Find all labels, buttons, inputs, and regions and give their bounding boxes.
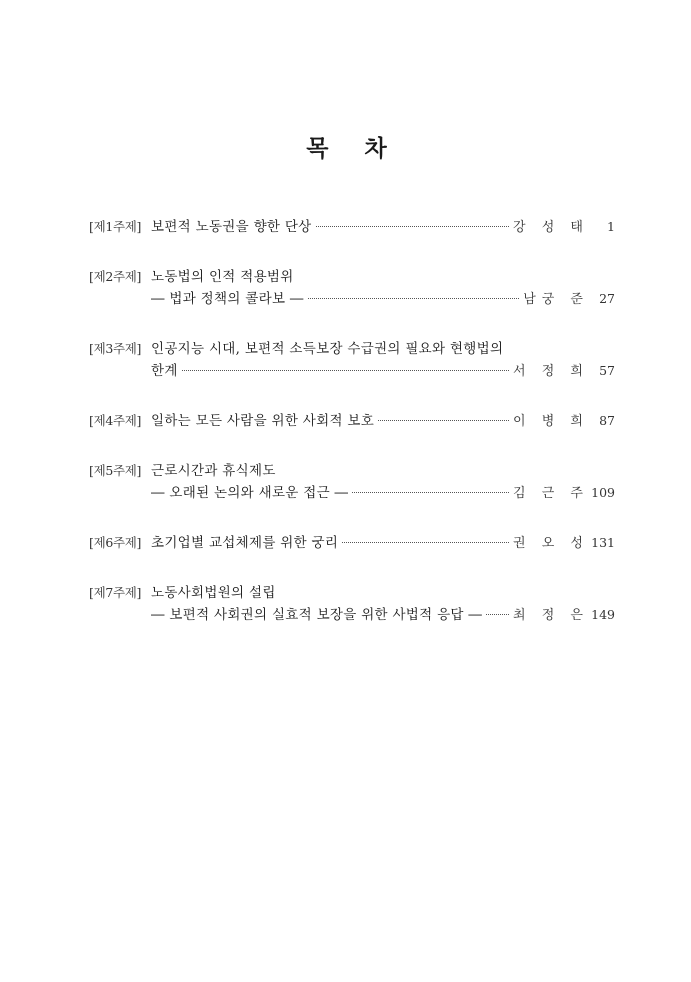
page-number: 109 (591, 485, 615, 500)
page-title: 목 차 (306, 135, 401, 162)
page-number: 149 (591, 607, 615, 622)
chapter-title: 초기업별 교섭체제를 위한 궁리 (151, 535, 339, 551)
toc-entry-6[interactable] (89, 532, 615, 554)
chapter-subtitle: ― 법과 정책의 콜라보 ― (151, 291, 304, 307)
topic-label: [제5주제] (89, 463, 142, 478)
author-name: 이 병 희 (513, 414, 589, 429)
toc-entry-2[interactable] (89, 266, 615, 310)
toc-line (89, 532, 615, 554)
author-name: 김 근 주 (513, 486, 589, 501)
dot-leader (352, 491, 509, 493)
toc-entry-4[interactable] (89, 410, 615, 432)
toc-line (89, 266, 615, 288)
chapter-subtitle: ― 보편적 사회권의 실효적 보장을 위한 사법적 응답 ― (151, 607, 483, 623)
toc-line (89, 360, 615, 382)
author-name: 권 오 성 (513, 536, 589, 551)
chapter-title: 인공지능 시대, 보편적 소득보장 수급권의 필요와 현행법의 (151, 341, 504, 357)
dot-leader (316, 225, 510, 227)
dot-leader (486, 613, 509, 615)
chapter-title: 노동법의 인적 적용범위 (151, 269, 294, 285)
page-number: 27 (599, 291, 615, 306)
toc-entry-7[interactable] (89, 582, 615, 626)
toc-line (89, 460, 615, 482)
chapter-title: 노동사회법원의 설립 (151, 585, 276, 601)
toc-line (89, 288, 615, 310)
topic-label: [제4주제] (89, 413, 142, 428)
toc-entry-5[interactable] (89, 460, 615, 504)
toc-line (89, 410, 615, 432)
toc-line (89, 216, 615, 238)
toc-line (89, 604, 615, 626)
dot-leader (378, 419, 509, 421)
topic-label: [제6주제] (89, 535, 142, 550)
toc-line (89, 338, 615, 360)
page-number: 57 (599, 363, 615, 378)
author-name: 강 성 태 (513, 220, 589, 235)
toc-line (89, 482, 615, 504)
author-name: 서 정 희 (513, 364, 589, 379)
chapter-title: 일하는 모든 사람을 위한 사회적 보호 (151, 413, 375, 429)
topic-label: [제1주제] (89, 219, 142, 234)
page-number: 87 (599, 413, 615, 428)
chapter-title: 보편적 노동권을 향한 단상 (151, 219, 312, 235)
topic-label: [제7주제] (89, 585, 142, 600)
page-number: 131 (591, 535, 615, 550)
topic-label: [제3주제] (89, 341, 142, 356)
author-name: 남궁 준 (523, 292, 589, 307)
toc-line (89, 582, 615, 604)
dot-leader (182, 369, 509, 371)
chapter-title-continued: 한계 (151, 363, 178, 379)
dot-leader (308, 297, 519, 299)
page-number: 1 (607, 219, 615, 234)
table-of-contents (89, 216, 615, 654)
dot-leader (342, 541, 509, 543)
toc-entry-3[interactable] (89, 338, 615, 382)
topic-label: [제2주제] (89, 269, 142, 284)
chapter-subtitle: ― 오래된 논의와 새로운 접근 ― (151, 485, 349, 501)
author-name: 최 정 은 (513, 608, 589, 623)
toc-entry-1[interactable] (89, 216, 615, 238)
chapter-title: 근로시간과 휴식제도 (151, 463, 276, 479)
